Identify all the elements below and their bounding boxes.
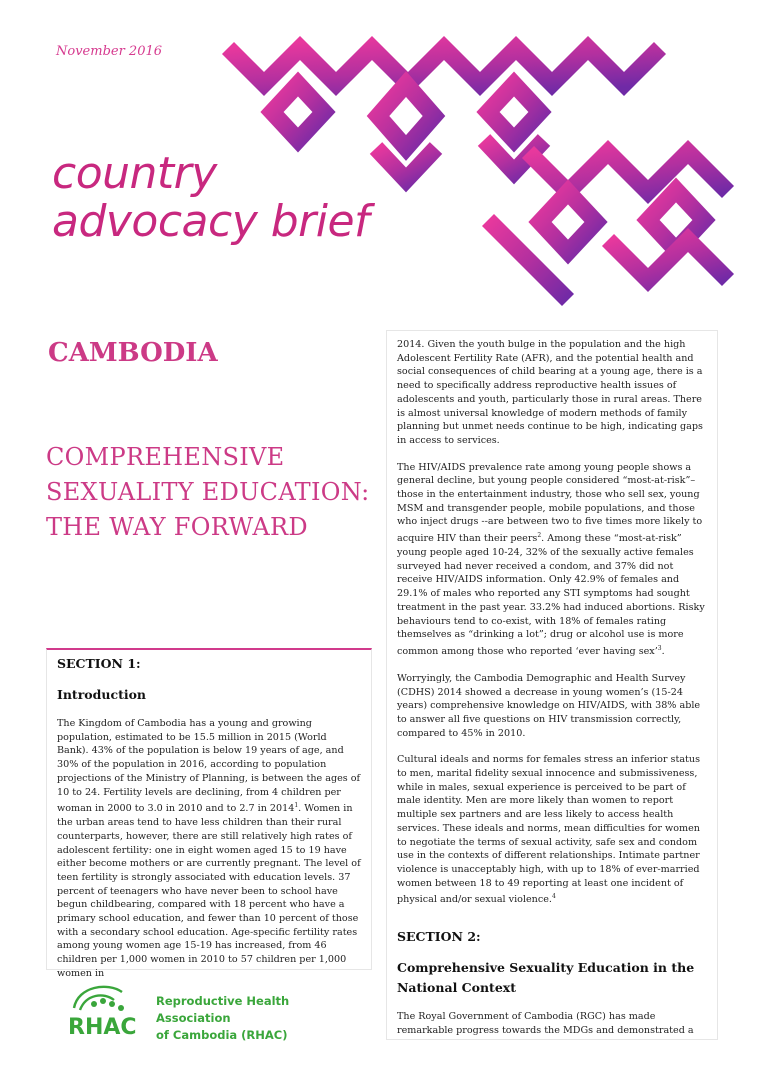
footnote-ref[interactable]: 3 [657,644,662,652]
paragraph-text: The HIV/AIDS prevalence rate among young people shows a general decline, but young people considered “most-at-risk”– those in the entertainment industry, those who sell sex, young MSM and transgender people, mobile populations, and those who inject drugs --are between two to five times more likely to acquire HIV than their peers [397,461,703,545]
organization-name-line-2: of Cambodia (RHAC) [156,1028,288,1042]
topic-line-2: SEXUALITY EDUCATION: [46,478,370,506]
brief-title [52,150,369,246]
topic-line-3: THE WAY FORWARD [46,513,308,541]
section-1-label: SECTION 1: [57,656,141,671]
paragraph: The Royal Government of Cambodia (RGC) has made remarkable progress towards the MDGs and demonstrated a [397,1011,694,1036]
footnote-ref[interactable]: 2 [537,532,542,540]
section-1-box [46,648,372,979]
topic-heading [46,440,376,545]
section-2-heading: Comprehensive Sexuality Education in the National Context [397,960,695,996]
paragraph-text: . Women in the urban areas tend to have less children than their rural counterparts, however, there are still relatively high rates of adolescent fertility: one in eight women aged 15 to 19 have either become mothers or are currently pregnant. The level of teen fertility is strongly associated with education levels. 37 percent of teenagers who have never been to school have begun childbearing, compared with 18 percent who have a primary school education, and fewer than 10 percent of those with a secondary school education. Age-specific fertility rates among young women age 15-19 has increased, from 46 children per 1,000 women in 2010 to 57 children per 1,000 women in [57,803,361,979]
brief-title-line-2: advocacy brief [52,196,370,247]
section-1-paragraph [57,717,361,981]
topic-line-1: COMPREHENSIVE [46,443,285,471]
paragraph-text: Cultural ideals and norms for females stress an inferior status to men, marital fidelity sexual innocence and submissiveness, while in males, sexual experience is perceived to be part of male identity. Men are more likely than women to report multiple sex partners and are less likely to access health services. These ideals and norms, mean difficulties for women to negotiate the terms of sexual activity, safe sex and condom use in the contexts of different relationships. Intimate partner violence is unacceptably high, with up to 18% of ever-married women between 18 to 49 reporting at least one incident of physical and/or sexual violence. [397,754,701,906]
footnote-ref[interactable]: 4 [551,893,556,901]
paragraph: Worryingly, the Cambodia Demographic and Health Survey (CDHS) 2014 showed a decrease in young women’s (15-24 years) comprehensive knowledge on HIV/AIDS, with 38% able to answer all five questions on HIV transmission correctly, compared to 45% in 2010. [397,672,701,739]
rhac-logo [64,980,364,1040]
organization-name-line-1: Reproductive Health Association [156,994,290,1025]
paragraph-text: The Kingdom of Cambodia has a young and growing population, estimated to be 15.5 million in 2015 (World Bank). 43% of the population is below 19 years of age, and 30% of the population in 2016, according to population projections of the Ministry of Planning, is between the ages of 10 to 24. Fertility levels are declining, from 4 children per woman in 2000 to 3.0 in 2010 and to 2.7 in 2014 [57,718,361,815]
rhac-logo-icon [64,980,150,1040]
paragraph [397,753,707,907]
footnote-ref[interactable]: 1 [294,802,299,810]
section-2-label: SECTION 2: [397,929,481,945]
paragraph-text: . Among these “most-at-risk” young people aged 10-24, 32% of the sexually active females surveyed had never received a condom, and 37% did not receive HIV/AIDS information. Only 42.9% of females and 29.1% of males who reported any STI symptoms had sought treatment in the past year. 33.2% had induced abortions. Risky behaviours tend to co-exist, with 18% of females rating themselves as “drinking a lot”; drug or alcohol use is more common among those who reported ‘ever having sex’ [397,533,705,658]
country-heading: CAMBODIA [48,338,218,368]
publication-date: November 2016 [56,44,163,59]
paragraph [397,461,707,659]
organization-name [156,993,364,1044]
right-column [386,330,718,1040]
paragraph: 2014. Given the youth bulge in the population and the high Adolescent Fertility Rate (AFR), and the potential health and social consequences of child bearing at a young age, there is a need to specifically address reproductive health issues of adolescents and youth, particularly those in rural areas. There is almost universal knowledge of modern methods of family planning but unmet needs continue to be high, indicating gaps in access to services. [397,339,703,446]
section-1-heading: Introduction [57,687,147,702]
logo-mark-text: RHAC [68,1015,137,1040]
paragraph-text: . [661,646,665,658]
brief-title-line-1: country [52,148,217,199]
